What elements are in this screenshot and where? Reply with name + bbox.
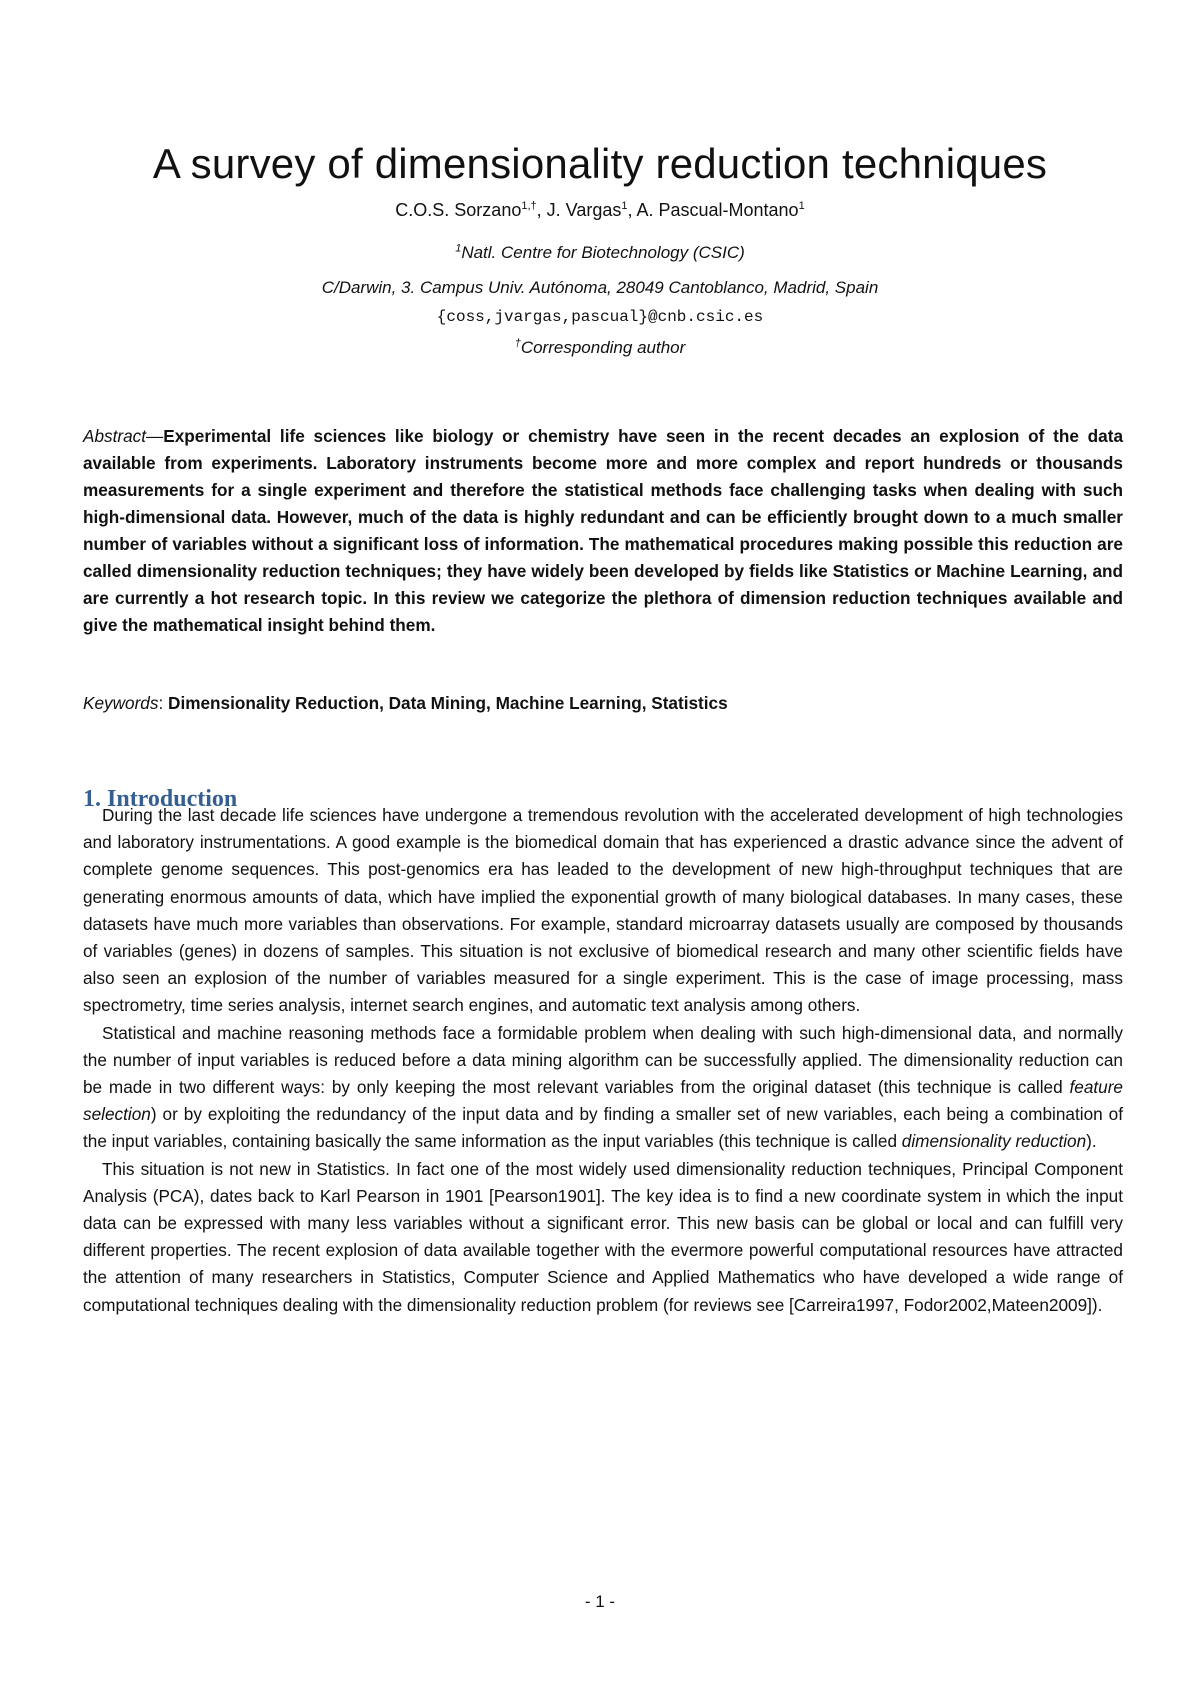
section-heading-introduction: 1. Introduction (83, 785, 238, 812)
corresponding-marker: † (514, 337, 521, 350)
affiliation-marker: 1 (455, 242, 462, 255)
author-pascual-montano: , A. Pascual-Montano (627, 200, 799, 220)
affiliation-name: Natl. Centre for Biotechnology (CSIC) (461, 243, 745, 262)
author-sorzano: C.O.S. Sorzano (395, 200, 522, 220)
abstract-lead: Abstract— (83, 426, 164, 446)
paragraph-2-part-a: Statistical and machine reasoning methods face a formidable problem when dealing with such high-dimensional data, and normally the number of input variables is reduced before a data mining algorithm can be successfully applied. The dimensionality reduction can be made in two different ways: by only keeping the most relevant variables from the original dataset (this technique is called (83, 1022, 1123, 1098)
author-pascual-montano-marker: 1 (798, 200, 805, 212)
corresponding-label: Corresponding author (520, 338, 686, 357)
author-sorzano-marker: 1,† (521, 200, 537, 212)
term-dimensionality-reduction: dimensionality reduction (901, 1131, 1087, 1152)
author-list (0, 200, 1200, 221)
abstract-text: Experimental life sciences like biology or chemistry have seen in the recent decades an explosion of the data available from experiments. Laboratory instruments become more and more complex and report hundreds or thousands measurements for a single experiment and therefore the statistical methods face challenging tasks when dealing with such high-dimensional data. However, much of the data is highly redundant and can be efficiently brought down to a much smaller number of variables without a significant loss of information. The mathematical procedures making possible this reduction are called dimensionality reduction techniques; they have widely been developed by fields like Statistics or Machine Learning, and are currently a hot research topic. In this review we categorize the plethora of dimension reduction techniques available and give the mathematical insight behind them. (83, 426, 1123, 635)
author-vargas-marker: 1 (621, 200, 628, 212)
abstract (83, 423, 1123, 639)
introduction-body (83, 802, 1123, 1319)
corresponding-author-note (0, 338, 1200, 358)
paragraph-2 (83, 1020, 1123, 1156)
page-number: - 1 - (584, 1592, 616, 1611)
keywords (83, 690, 1123, 717)
author-vargas: , J. Vargas (536, 200, 622, 220)
keywords-colon: : (158, 693, 169, 713)
affiliation-line (0, 243, 1200, 263)
term-feature-selection: feature selection (83, 1077, 1123, 1125)
keywords-values: Dimensionality Reduction, Data Mining, Machine Learning, Statistics (168, 693, 728, 713)
paragraph-2-part-c: ). (1086, 1131, 1097, 1152)
affiliation-address: C/Darwin, 3. Campus Univ. Autónoma, 28049 Cantoblanco, Madrid, Spain (321, 278, 879, 297)
keywords-label: Keywords (83, 693, 159, 713)
paper-title: A survey of dimensionality reduction techniques (152, 140, 1048, 188)
paragraph-3: This situation is not new in Statistics. In fact one of the most widely used dimensionality reduction techniques, Principal Component Analysis (PCA), dates back to Karl Pearson in 1901 [Pearson1901]. The key idea is to find a new coordinate system in which the input data can be expressed with many less variables without a significant error. This new basis can be global or local and can fulfill very different properties. The recent explosion of data available together with the evermore powerful computational resources have attracted the attention of many researchers in Statistics, Computer Science and Applied Mathematics who have developed a wide range of computational techniques dealing with the dimensionality reduction problem (for reviews see [Carreira1997, Fodor2002,Mateen2009]). (83, 1158, 1123, 1315)
paragraph-2-part-b: ) or by exploiting the redundancy of the input data and by finding a smaller set of new variables, each being a combination of the input variables, containing basically the same information as the input variables (this technique is called (83, 1104, 1123, 1152)
paragraph-1: During the last decade life sciences have undergone a tremendous revolution with the accelerated development of high technologies and laboratory instrumentations. A good example is the biomedical domain that has experienced a drastic advance since the advent of complete genome sequences. This post-genomics era has leaded to the development of new high-throughput techniques that are generating enormous amounts of data, which have implied the exponential growth of many biological databases. In many cases, these datasets have much more variables than observations. For example, standard microarray datasets usually are composed by thousands of variables (genes) in dozens of samples. This situation is not exclusive of biomedical research and many other scientific fields have also seen an explosion of the number of variables measured for a single experiment. This is the case of image processing, mass spectrometry, time series analysis, internet search engines, and automatic text analysis among others. (83, 805, 1123, 1016)
contact-email: {coss,jvargas,pascual}@cnb.csic.es (436, 308, 764, 326)
